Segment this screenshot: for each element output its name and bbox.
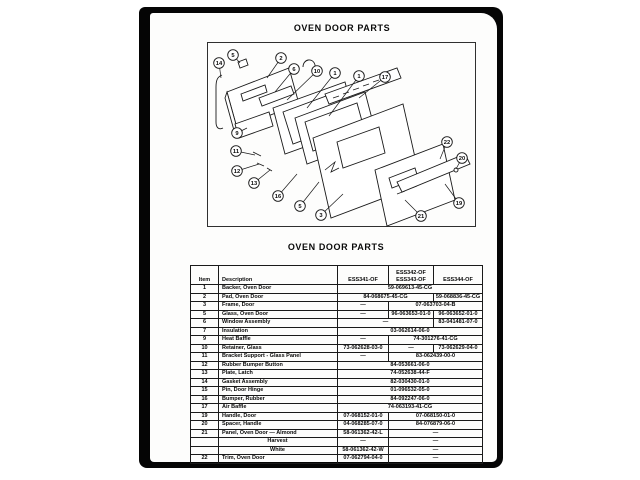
description-cell: Plate, Latch (219, 370, 338, 379)
table-row (191, 353, 483, 362)
description-cell: White (219, 446, 338, 455)
description-cell: Backer, Oven Door (219, 285, 338, 294)
part-number-cell: 07-062794-04-0 (338, 455, 389, 464)
part-number-cell: 07-063703-04-B (389, 302, 483, 311)
part-number-cell: 74-301276-41-CG (389, 336, 483, 345)
description-cell: Handle, Door (219, 412, 338, 421)
clip-part (238, 59, 248, 68)
part-number-cell: 83-062439-00-0 (389, 353, 483, 362)
exploded-diagram (207, 42, 476, 227)
diagram-title: OVEN DOOR PARTS (293, 23, 391, 33)
hinge-pin-parts (253, 152, 272, 171)
description-cell: Rubber Bumper Button (219, 361, 338, 370)
callout-number: 20 (458, 156, 466, 163)
table-row (191, 370, 483, 379)
table-row (191, 446, 483, 455)
header-description: Description (219, 266, 338, 285)
table-row (191, 395, 483, 404)
item-cell: 7 (191, 327, 219, 336)
item-cell: 19 (191, 412, 219, 421)
header-model-ess344: ESS344-OF (434, 266, 483, 285)
description-cell: Air Baffle (219, 404, 338, 413)
item-cell (191, 438, 219, 447)
callout-number: 3 (319, 213, 323, 220)
table-row (191, 412, 483, 421)
part-number-cell: 03-062614-06-0 (338, 327, 483, 336)
item-cell: 10 (191, 344, 219, 353)
callout-number: 17 (381, 75, 389, 82)
callout-number: 13 (250, 181, 258, 188)
part-number-cell: — (389, 446, 483, 455)
part-number-cell: 01-096532-05-0 (338, 387, 483, 396)
item-cell: 3 (191, 302, 219, 311)
part-number-cell: 84-092247-06-0 (338, 395, 483, 404)
description-cell: Retainer, Glass (219, 344, 338, 353)
table-row (191, 378, 483, 387)
part-number-cell: 58-061362-42-W (338, 446, 389, 455)
part-number-cell: — (338, 319, 434, 328)
item-cell: 17 (191, 404, 219, 413)
callout-number: 5 (231, 53, 235, 60)
door-seal-wire-part (216, 75, 223, 129)
description-cell: Panel, Oven Door — Almond (219, 429, 338, 438)
callout-number: 22 (443, 140, 451, 147)
description-cell: Harvest (219, 438, 338, 447)
header-model-ess342-343 (389, 266, 434, 285)
callout-number: 11 (232, 149, 240, 156)
item-cell: 1 (191, 285, 219, 294)
description-cell: Frame, Door (219, 302, 338, 311)
item-cell: 9 (191, 336, 219, 345)
part-number-cell: 07-068150-01-0 (389, 412, 483, 421)
part-number-cell: — (389, 429, 483, 438)
part-number-cell: — (389, 438, 483, 447)
table-row (191, 327, 483, 336)
part-number-cell: 73-062628-03-0 (338, 344, 389, 353)
callout-number: 21 (417, 214, 425, 221)
table-row (191, 310, 483, 319)
table-row (191, 336, 483, 345)
table-row (191, 404, 483, 413)
part-number-cell: — (389, 344, 434, 353)
item-cell: 11 (191, 353, 219, 362)
part-number-cell: 73-062629-04-0 (434, 344, 483, 353)
part-number-cell: 59-068836-45-CG (434, 293, 483, 302)
header-model-ess341: ESS341-OF (338, 266, 389, 285)
table-row (191, 285, 483, 294)
item-cell: 21 (191, 429, 219, 438)
table-row (191, 361, 483, 370)
item-cell: 6 (191, 319, 219, 328)
callout-number: 10 (313, 69, 321, 76)
item-cell: 14 (191, 378, 219, 387)
part-number-cell: — (338, 438, 389, 447)
part-number-cell: 96-063652-01-0 (434, 310, 483, 319)
part-number-cell: — (338, 353, 389, 362)
description-cell: Gasket Assembly (219, 378, 338, 387)
table-title: OVEN DOOR PARTS (287, 242, 385, 252)
callout-number: 6 (292, 67, 296, 74)
part-number-cell: 74-063193-41-CG (338, 404, 483, 413)
description-cell: Bumper, Rubber (219, 395, 338, 404)
part-number-cell: 04-068285-07-0 (338, 421, 389, 430)
part-number-cell: 96-063653-01-0 (389, 310, 434, 319)
table-header-row (191, 266, 483, 285)
item-cell (191, 446, 219, 455)
part-number-cell: — (338, 302, 389, 311)
part-number-cell: 07-068152-01-0 (338, 412, 389, 421)
callout-number: 1 (333, 71, 337, 78)
description-cell: Bracket Support - Glass Panel (219, 353, 338, 362)
description-cell: Insulation (219, 327, 338, 336)
part-number-cell: 84-076879-06-0 (389, 421, 483, 430)
part-number-cell: 59-069613-45-CG (338, 285, 483, 294)
part-number-cell: — (338, 336, 389, 345)
oven-door-exploded-drawing (207, 42, 476, 227)
part-number-cell: 74-052638-44-F (338, 370, 483, 379)
table-row (191, 302, 483, 311)
table-row (191, 438, 483, 447)
callout-number: 14 (215, 61, 223, 68)
callout-number: 9 (235, 131, 239, 138)
part-number-cell: — (389, 455, 483, 464)
table-row (191, 387, 483, 396)
item-cell: 5 (191, 310, 219, 319)
table-row (191, 293, 483, 302)
description-cell: Trim, Oven Door (219, 455, 338, 464)
item-cell: 20 (191, 421, 219, 430)
description-cell: Heat Baffle (219, 336, 338, 345)
part-number-cell: 84-068675-45-CG (338, 293, 434, 302)
callout-number: 16 (274, 194, 282, 201)
header-model-ess343: ESS343-OF (396, 276, 426, 283)
item-cell: 12 (191, 361, 219, 370)
table-row (191, 344, 483, 353)
callout-number: 5 (298, 204, 302, 211)
description-cell: Pad, Oven Door (219, 293, 338, 302)
item-cell: 22 (191, 455, 219, 464)
table-row (191, 319, 483, 328)
part-number-cell: — (338, 310, 389, 319)
item-cell: 2 (191, 293, 219, 302)
description-cell: Spacer, Handle (219, 421, 338, 430)
manual-page (150, 13, 497, 462)
description-cell: Glass, Oven Door (219, 310, 338, 319)
table-row (191, 421, 483, 430)
callout-number: 2 (279, 56, 283, 63)
item-cell: 13 (191, 370, 219, 379)
item-cell: 15 (191, 387, 219, 396)
callout-number: 1 (357, 74, 361, 81)
table-row (191, 455, 483, 464)
description-cell: Window Assembly (219, 319, 338, 328)
callout-number: 12 (233, 169, 241, 176)
header-model-ess342: ESS342-OF (396, 270, 426, 277)
item-cell: 16 (191, 395, 219, 404)
table-row (191, 429, 483, 438)
part-number-cell: 82-030430-01-0 (338, 378, 483, 387)
parts-table (190, 265, 483, 464)
part-number-cell: 83-041481-07-0 (434, 319, 483, 328)
part-number-cell: 84-053661-06-0 (338, 361, 483, 370)
callout-number: 19 (455, 201, 463, 208)
header-item: Item (191, 266, 219, 285)
description-cell: Pin, Door Hinge (219, 387, 338, 396)
part-number-cell: 58-061362-42-L (338, 429, 389, 438)
